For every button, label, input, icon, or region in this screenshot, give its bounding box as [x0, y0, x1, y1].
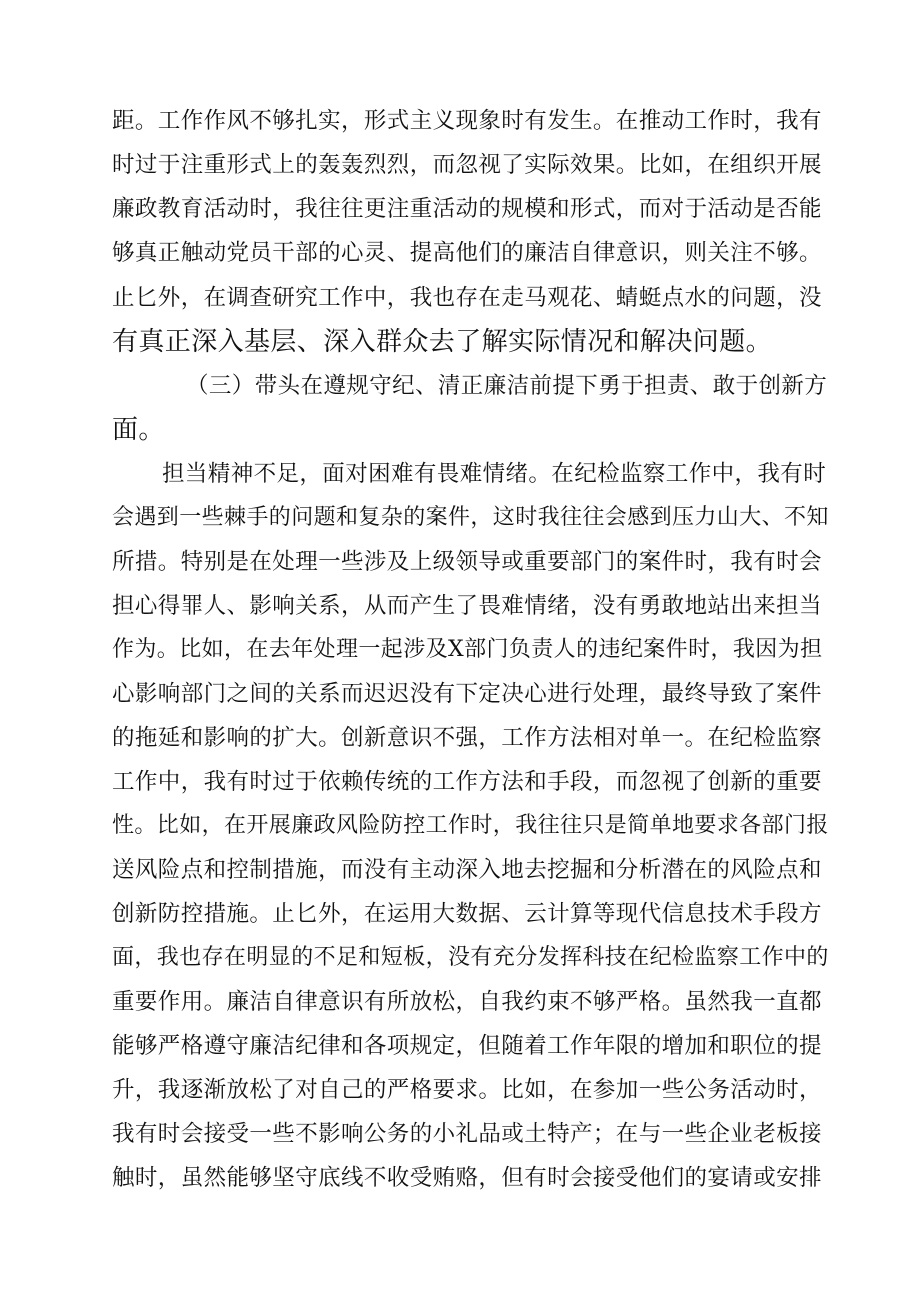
- section-heading: （三）带头在遵规守纪、清正廉洁前提下勇于担责、敢于创新方: [186, 373, 828, 399]
- paragraph-line: 廉政教育活动时，我往往更注重活动的规模和形式，而对于活动是否能: [112, 196, 822, 222]
- paragraph-line: 够真正触动党员干部的心灵、提高他们的廉洁自律意识，则关注不够。: [112, 240, 822, 266]
- paragraph-line: 重要作用。廉洁自律意识有所放松，自我约束不够严格。虽然我一直都: [112, 989, 822, 1015]
- paragraph-line: 的拖延和影响的扩大。创新意识不强，工作方法相对单一。在纪检监察: [112, 725, 822, 751]
- paragraph-line: 我有时会接受一些不影响公务的小礼品或土特产；在与一些企业老板接: [112, 1121, 822, 1147]
- paragraph-line: 距。工作作风不够扎实，形式主义现象时有发生。在推动工作时，我有: [112, 108, 822, 134]
- paragraph-line: 担当精神不足，面对困难有畏难情绪。在纪检监察工作中，我有时: [162, 461, 827, 487]
- paragraph-line: 会遇到一些棘手的问题和复杂的案件，这时我往往会感到压力山大、不知: [112, 505, 829, 530]
- paragraph-line: 有真正深入基层、深入群众去了解实际情况和解决问题。: [112, 327, 773, 357]
- paragraph-line: 送风险点和控制措施，而没有主动深入地去挖掘和分析潜在的风险点和: [112, 857, 822, 883]
- paragraph-line: 性。比如，在开展廉政风险防控工作时，我往往只是简单地要求各部门报: [112, 813, 829, 838]
- paragraph-line: 能够严格遵守廉洁纪律和各项规定，但随着工作年限的增加和职位的提: [112, 1033, 822, 1059]
- paragraph-line: 升，我逐渐放松了对自己的严格要求。比如，在参加一些公务活动时，: [112, 1077, 822, 1103]
- paragraph-line: 所措。特别是在处理一些涉及上级领导或重要部门的案件时，我有时会: [112, 549, 822, 575]
- paragraph-line: 工作中，我有时过于依赖传统的工作方法和手段，而忽视了创新的重要: [112, 769, 822, 795]
- paragraph-line: 担心得罪人、影响关系，从而产生了畏难情绪，没有勇敢地站出来担当: [112, 593, 822, 619]
- paragraph-line: 作为。比如，在去年处理一起涉及X部门负责人的违纪案件时，我因为担: [112, 637, 823, 662]
- paragraph-line: 触时，虽然能够坚守底线不收受贿赂，但有时会接受他们的宴请或安排: [112, 1165, 822, 1191]
- paragraph-line: 止匕外，在调查研究工作中，我也存在走马观花、蜻蜓点水的问题，没: [112, 285, 822, 311]
- paragraph-line: 时过于注重形式上的轰轰烈烈，而忽视了实际效果。比如，在组织开展: [112, 152, 822, 178]
- section-heading-continuation: 面。: [112, 415, 165, 445]
- paragraph-line: 创新防控措施。止匕外，在运用大数据、云计算等现代信息技术手段方: [112, 901, 822, 927]
- paragraph-line: 心影响部门之间的关系而迟迟没有下定决心进行处理，最终导致了案件: [112, 681, 822, 707]
- paragraph-line: 面，我也存在明显的不足和短板，没有充分发挥科技在纪检监察工作中的: [112, 945, 829, 970]
